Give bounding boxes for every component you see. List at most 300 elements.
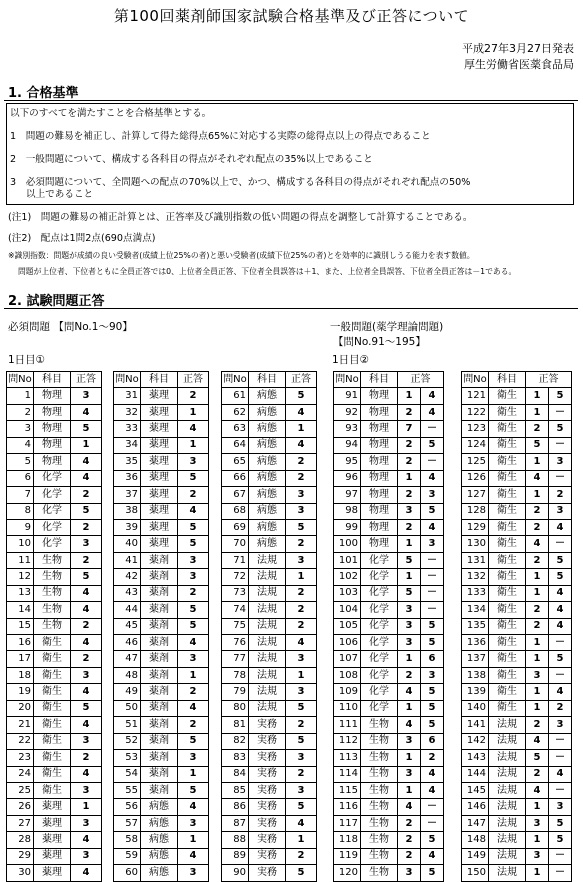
header-answer: 正答 [398, 372, 444, 388]
criteria-box [6, 103, 574, 205]
question-no: 5 [7, 454, 34, 470]
table-row [7, 733, 102, 749]
answer: 2 [526, 618, 549, 634]
answer: 3 [398, 733, 421, 749]
criteria-item-2: 2 一般問題について、構成する各科目の得点がそれぞれ配点の35%以上であること [10, 154, 373, 165]
answer: 1 [526, 388, 549, 404]
table-row [334, 865, 444, 881]
answer: － [549, 470, 572, 486]
question-no: 75 [222, 618, 249, 634]
subject: 薬理 [141, 454, 178, 470]
question-no: 106 [334, 635, 361, 651]
table-row [114, 569, 209, 585]
question-no: 110 [334, 700, 361, 716]
answer: 4 [178, 700, 209, 716]
table-row [7, 388, 102, 404]
answer: 1 [286, 667, 317, 683]
answer: 5 [71, 503, 102, 519]
issuer: 厚生労働省医薬食品局 [464, 58, 574, 71]
subject: 実務 [249, 733, 286, 749]
table-row [114, 487, 209, 503]
header-subject: 科目 [489, 372, 526, 388]
table-row [334, 667, 444, 683]
question-no: 109 [334, 684, 361, 700]
subject: 化学 [361, 635, 398, 651]
subject: 化学 [361, 700, 398, 716]
answer-table [113, 371, 209, 882]
subject: 病態 [249, 388, 286, 404]
question-no: 56 [114, 799, 141, 815]
subject: 衛生 [489, 421, 526, 437]
answer: 3 [178, 454, 209, 470]
question-no: 115 [334, 782, 361, 798]
question-no: 53 [114, 750, 141, 766]
subject: 生物 [34, 569, 71, 585]
table-row [334, 569, 444, 585]
subject: 法規 [489, 865, 526, 881]
question-no: 98 [334, 503, 361, 519]
answer: － [549, 865, 572, 881]
answer: 5 [178, 733, 209, 749]
table-row [114, 766, 209, 782]
question-no: 78 [222, 667, 249, 683]
answer: － [421, 569, 444, 585]
subject: 病態 [249, 536, 286, 552]
subject: 病態 [249, 421, 286, 437]
answer: － [421, 815, 444, 831]
table-row [7, 503, 102, 519]
table-row [462, 782, 572, 798]
answer: 3 [71, 388, 102, 404]
question-no: 2 [7, 404, 34, 420]
table-row [7, 832, 102, 848]
answer-table [221, 371, 317, 882]
subject: 実務 [249, 782, 286, 798]
answer: 5 [178, 536, 209, 552]
question-no: 6 [7, 470, 34, 486]
subject: 衛生 [34, 717, 71, 733]
question-no: 137 [462, 651, 489, 667]
table-row [462, 585, 572, 601]
table-row [114, 865, 209, 881]
table-row [462, 733, 572, 749]
subject: 薬理 [141, 487, 178, 503]
answer: 4 [286, 437, 317, 453]
answer: 3 [71, 536, 102, 552]
subject: 化学 [34, 519, 71, 535]
answer: 2 [71, 618, 102, 634]
note-3b: 問題が上位者、下位者ともに全員正答では0、上位者全員正答、下位者全員誤答は＋1、また、上位者全員誤答、下位者全員正答は－1である。 [18, 267, 517, 276]
answer: 2 [398, 454, 421, 470]
question-no: 146 [462, 799, 489, 815]
answer: 3 [398, 635, 421, 651]
answer: 4 [421, 848, 444, 864]
question-no: 50 [114, 700, 141, 716]
question-no: 90 [222, 865, 249, 881]
subject: 衛生 [34, 684, 71, 700]
subject: 衛生 [489, 437, 526, 453]
answer: 4 [526, 470, 549, 486]
answer: 2 [286, 536, 317, 552]
answer: 4 [549, 602, 572, 618]
table-row [334, 717, 444, 733]
table-row [7, 404, 102, 420]
answer: 1 [286, 421, 317, 437]
table-row [222, 848, 317, 864]
answer: 5 [421, 865, 444, 881]
table-row [334, 848, 444, 864]
subject: 衛生 [489, 684, 526, 700]
subject: 薬理 [34, 799, 71, 815]
table-row [334, 815, 444, 831]
table-row [462, 848, 572, 864]
ippan-range-label: 【問No.91～195】 [333, 336, 426, 348]
subject: 薬剤 [141, 750, 178, 766]
answer: 3 [178, 815, 209, 831]
answer: 1 [398, 388, 421, 404]
answer: 3 [71, 782, 102, 798]
question-no: 72 [222, 569, 249, 585]
answer: 4 [71, 865, 102, 881]
subject: 生物 [361, 782, 398, 798]
answer: 3 [286, 651, 317, 667]
question-no: 85 [222, 782, 249, 798]
question-no: 46 [114, 635, 141, 651]
table-row [334, 750, 444, 766]
question-no: 54 [114, 766, 141, 782]
answer: 3 [71, 733, 102, 749]
subject: 物理 [361, 388, 398, 404]
subject: 法規 [249, 569, 286, 585]
answer: － [549, 437, 572, 453]
table-row [114, 815, 209, 831]
table-row [222, 815, 317, 831]
table-row [222, 470, 317, 486]
answer: 5 [549, 569, 572, 585]
answer: 4 [398, 717, 421, 733]
answer: 4 [178, 421, 209, 437]
answer: 2 [71, 519, 102, 535]
subject: 化学 [361, 585, 398, 601]
header-no: 問No [222, 372, 249, 388]
answer: 2 [286, 717, 317, 733]
answer: － [549, 667, 572, 683]
question-no: 97 [334, 487, 361, 503]
table-row [222, 865, 317, 881]
question-no: 12 [7, 569, 34, 585]
subject: 衛生 [34, 667, 71, 683]
answer: 5 [178, 519, 209, 535]
answer: 5 [71, 569, 102, 585]
table-row [334, 404, 444, 420]
header-subject: 科目 [249, 372, 286, 388]
answer: 5 [526, 437, 549, 453]
answer: 3 [398, 865, 421, 881]
table-row [462, 815, 572, 831]
table-row [222, 684, 317, 700]
question-no: 39 [114, 519, 141, 535]
answer-table [461, 371, 572, 882]
table-row [7, 470, 102, 486]
question-no: 141 [462, 717, 489, 733]
question-no: 81 [222, 717, 249, 733]
table-row [462, 635, 572, 651]
subject: 法規 [249, 552, 286, 568]
subject: 病態 [141, 799, 178, 815]
question-no: 45 [114, 618, 141, 634]
answer: 4 [178, 635, 209, 651]
table-row [462, 602, 572, 618]
answer: 2 [398, 437, 421, 453]
table-row [334, 602, 444, 618]
table-row [7, 635, 102, 651]
table-row [114, 470, 209, 486]
table-row [334, 832, 444, 848]
answer: 5 [421, 437, 444, 453]
question-no: 140 [462, 700, 489, 716]
answer: 2 [286, 602, 317, 618]
question-no: 23 [7, 750, 34, 766]
answer: 3 [549, 454, 572, 470]
answer: 5 [398, 552, 421, 568]
table-row [222, 519, 317, 535]
subject: 物理 [34, 404, 71, 420]
subject: 化学 [361, 667, 398, 683]
answer: 4 [71, 832, 102, 848]
subject: 薬剤 [141, 552, 178, 568]
answer: 1 [526, 651, 549, 667]
subject: 物理 [361, 503, 398, 519]
answer: 5 [178, 618, 209, 634]
page-title: 第100回薬剤師国家試験合格基準及び正答について [113, 7, 470, 25]
table-row [222, 799, 317, 815]
subject: 法規 [489, 750, 526, 766]
answer: － [549, 848, 572, 864]
subject: 生物 [361, 815, 398, 831]
question-no: 91 [334, 388, 361, 404]
subject: 法規 [489, 848, 526, 864]
table-row [114, 536, 209, 552]
answer: 2 [286, 618, 317, 634]
subject: 衛生 [489, 552, 526, 568]
answer: 1 [526, 684, 549, 700]
subject: 病態 [141, 865, 178, 881]
table-row [7, 766, 102, 782]
subject: 生物 [34, 552, 71, 568]
table-row [462, 503, 572, 519]
subject: 衛生 [34, 750, 71, 766]
answer: 2 [398, 404, 421, 420]
answer: 1 [71, 799, 102, 815]
subject: 化学 [34, 503, 71, 519]
subject: 病態 [249, 487, 286, 503]
answer: 1 [526, 832, 549, 848]
table-row [7, 552, 102, 568]
answer: 3 [526, 848, 549, 864]
table-row [114, 717, 209, 733]
table-row [334, 618, 444, 634]
subject: 病態 [249, 519, 286, 535]
table-row [222, 832, 317, 848]
answer: 1 [398, 651, 421, 667]
answer: 2 [398, 667, 421, 683]
answer: 2 [549, 487, 572, 503]
note-1: (注1) 問題の難易の補正計算とは、正答率及び識別指数の低い問題の得点を調整して計算することである。 [8, 212, 473, 223]
answer: 2 [549, 700, 572, 716]
table-row [334, 651, 444, 667]
answer: 4 [421, 782, 444, 798]
answer: 2 [526, 421, 549, 437]
answer: 4 [71, 585, 102, 601]
answer: 1 [398, 750, 421, 766]
question-no: 77 [222, 651, 249, 667]
table-row [334, 487, 444, 503]
subject: 法規 [249, 667, 286, 683]
subject: 衛生 [489, 602, 526, 618]
question-no: 147 [462, 815, 489, 831]
table-row [222, 717, 317, 733]
table-row [462, 799, 572, 815]
hissu-label: 必須問題 【問No.1～90】 [8, 321, 133, 333]
question-no: 60 [114, 865, 141, 881]
subject: 衛生 [489, 569, 526, 585]
question-no: 88 [222, 832, 249, 848]
table-row [334, 782, 444, 798]
question-no: 25 [7, 782, 34, 798]
subject: 薬剤 [141, 700, 178, 716]
answer: 1 [526, 635, 549, 651]
subject: 衛生 [489, 470, 526, 486]
subject: 化学 [34, 470, 71, 486]
question-no: 66 [222, 470, 249, 486]
table-row [7, 437, 102, 453]
question-no: 119 [334, 848, 361, 864]
table-row [114, 651, 209, 667]
answer: 4 [398, 684, 421, 700]
table-row [222, 536, 317, 552]
question-no: 87 [222, 815, 249, 831]
table-row [462, 750, 572, 766]
question-no: 22 [7, 733, 34, 749]
answer: 5 [286, 733, 317, 749]
answer: － [549, 404, 572, 420]
answer: 5 [398, 585, 421, 601]
subject: 物理 [361, 421, 398, 437]
subject: 生物 [361, 750, 398, 766]
answer: 2 [526, 602, 549, 618]
answer: 1 [398, 782, 421, 798]
answer: 5 [286, 799, 317, 815]
subject: 衛生 [489, 404, 526, 420]
table-row [114, 848, 209, 864]
table-row [114, 832, 209, 848]
table-row [334, 700, 444, 716]
answer: 1 [178, 437, 209, 453]
subject: 法規 [489, 782, 526, 798]
question-no: 20 [7, 700, 34, 716]
subject: 法規 [249, 684, 286, 700]
answer: 6 [421, 733, 444, 749]
answer: 3 [178, 552, 209, 568]
table-row [462, 388, 572, 404]
table-row [114, 552, 209, 568]
question-no: 83 [222, 750, 249, 766]
subject: 衛生 [489, 651, 526, 667]
answer: 5 [549, 832, 572, 848]
answer: 3 [526, 667, 549, 683]
criteria-item-1: 1 問題の難易を補正し、計算して得た総得点65%に対応する実際の総得点以上の得点であること [10, 131, 431, 142]
answer: － [549, 635, 572, 651]
table-row [7, 569, 102, 585]
answer: － [549, 536, 572, 552]
header-subject: 科目 [361, 372, 398, 388]
answer: 4 [421, 470, 444, 486]
table-row [114, 454, 209, 470]
subject: 法規 [489, 832, 526, 848]
answer: － [421, 585, 444, 601]
announcement-date: 平成27年3月27日発表 [462, 42, 574, 55]
subject: 生物 [361, 733, 398, 749]
question-no: 105 [334, 618, 361, 634]
subject: 物理 [34, 437, 71, 453]
answer: 4 [71, 404, 102, 420]
table-row [7, 667, 102, 683]
question-no: 143 [462, 750, 489, 766]
subject: 病態 [141, 815, 178, 831]
answer: 6 [421, 651, 444, 667]
answer: 3 [178, 651, 209, 667]
table-row [334, 552, 444, 568]
question-no: 14 [7, 602, 34, 618]
answer: 1 [398, 569, 421, 585]
question-no: 73 [222, 585, 249, 601]
answer: 1 [178, 404, 209, 420]
question-no: 132 [462, 569, 489, 585]
answer: 5 [286, 519, 317, 535]
answer: 3 [178, 750, 209, 766]
question-no: 24 [7, 766, 34, 782]
answer: 1 [526, 454, 549, 470]
table-row [7, 700, 102, 716]
table-row [7, 651, 102, 667]
answer: 3 [398, 602, 421, 618]
table-row [114, 618, 209, 634]
subject: 実務 [249, 848, 286, 864]
answer: 2 [286, 470, 317, 486]
answer: 4 [286, 404, 317, 420]
subject: 法規 [249, 602, 286, 618]
answer: 3 [71, 848, 102, 864]
question-no: 47 [114, 651, 141, 667]
question-no: 65 [222, 454, 249, 470]
table-row [114, 437, 209, 453]
answer: 5 [286, 700, 317, 716]
subject: 法規 [249, 635, 286, 651]
day1-part1-label: 1日目① [8, 354, 46, 366]
answer: 3 [286, 503, 317, 519]
question-no: 122 [462, 404, 489, 420]
subject: 薬剤 [141, 651, 178, 667]
question-no: 139 [462, 684, 489, 700]
table-row [222, 404, 317, 420]
table-row [462, 552, 572, 568]
question-no: 9 [7, 519, 34, 535]
question-no: 27 [7, 815, 34, 831]
subject: 化学 [361, 552, 398, 568]
subject: 法規 [249, 585, 286, 601]
question-no: 15 [7, 618, 34, 634]
subject: 薬理 [141, 503, 178, 519]
